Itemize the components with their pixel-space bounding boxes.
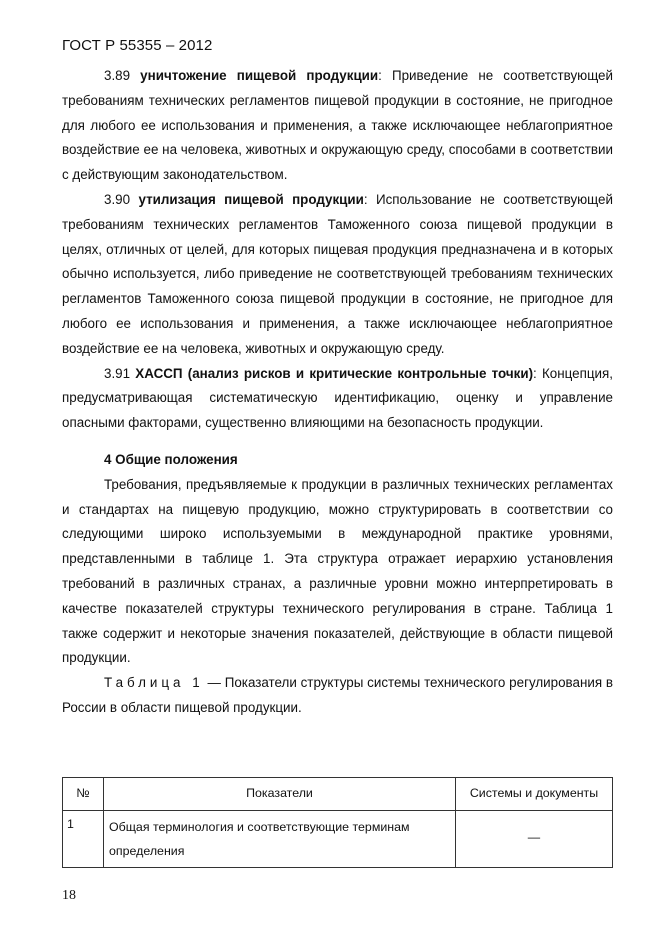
table-header-row [63, 778, 613, 811]
definition-number: 3.90 [104, 191, 131, 207]
definition-3-91 [62, 362, 613, 436]
table-row [63, 811, 613, 868]
section-paragraph: Требования, предъявляемые к продукции в различных технических регламентах и стандартах на пищевую продукцию, можно структурировать в соответствии со следующими широко используемыми в международной практике уровнями, представленными в таблице 1. Эта структура отражает иерархию установления требований в различных странах, а различные уровни можно интерпретировать в качестве показателей структуры технического регулирования в стране. Таблица 1 также содержит и некоторые значения показателей, действующие в области пищевой продукции. [62, 476, 613, 666]
header-cell-documents: Системы и документы [456, 778, 613, 811]
document-header: ГОСТ Р 55355 – 2012 [62, 37, 213, 54]
table-caption-label: Таблица 1 [104, 675, 204, 691]
definition-3-89 [62, 64, 613, 188]
indicators-table [62, 777, 613, 868]
row-indicator-cell: Общая терминология и соответствующие терминам определения [104, 811, 456, 868]
definition-number: 3.89 [104, 68, 131, 83]
definition-text: : Приведение не соответствующей требованиям технических регламентов пищевой продукции в состояние, не пригодное для любого ее использования и применения, а также исключающее неблагоприятное воздействие ее на человека, животных и окружающую среду, способами в соответствии с действующим законодательством. [62, 68, 613, 183]
header-cell-indicators: Показатели [104, 778, 456, 811]
page-number: 18 [62, 888, 76, 903]
definition-term: утилизация пищевой продукции [138, 191, 364, 207]
definition-text: : Использование не соответствующей требованиям технических регламентов Таможенного союза пищевой продукции в целях, отличных от целей, для которых пищевая продукция предназначена и в которых обычно используется, либо приведение не соответствующей требованиям технических регламентов Таможенного союза пищевой продукции в состояние, не пригодное для любого ее использования и применения, а также исключающее неблагоприятное воздействие ее на человека, животных и окружающую среду. [62, 191, 613, 356]
definition-number: 3.91 [104, 365, 131, 381]
header-cell-number: № [63, 778, 104, 811]
definition-term: уничтожение пищевой продукции [140, 68, 379, 83]
definition-text: : Концепция, предусматривающая систематическую идентификацию, оценку и управление опасными факторами, существенно влияющими на безопасность продукции. [62, 365, 613, 431]
row-number-cell: 1 [63, 811, 104, 868]
table-caption-text: — Показатели структуры системы технического регулирования в России в области пищевой продукции. [62, 675, 613, 715]
definition-3-90 [62, 188, 613, 362]
row-documents-cell: — [456, 811, 613, 868]
table-caption [62, 671, 613, 721]
definition-term: ХАССП (анализ рисков и критические контрольные точки) [135, 365, 534, 381]
page-content [62, 64, 613, 721]
section-heading: 4 Общие положения [104, 451, 238, 467]
